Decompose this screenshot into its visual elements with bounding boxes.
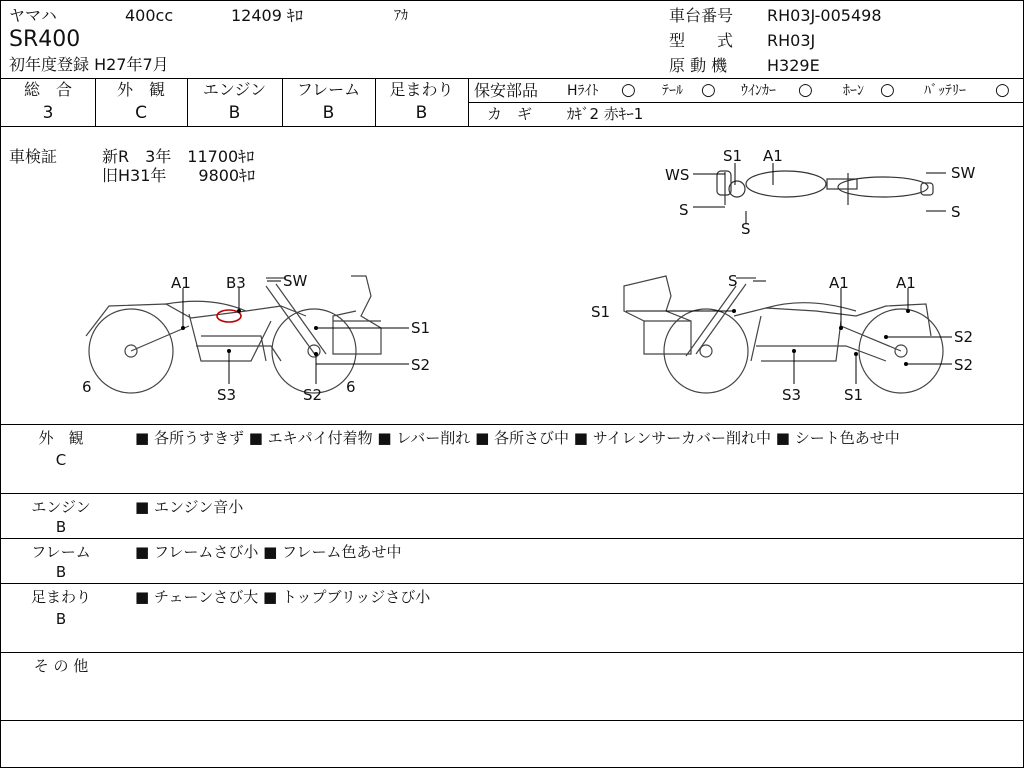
divider	[1, 493, 1023, 494]
divider	[468, 78, 469, 126]
safety-headlight: Hﾗｲﾄ	[567, 83, 599, 99]
displacement: 400cc	[125, 6, 174, 25]
remark-label-other: そ の 他	[33, 657, 89, 675]
color: ｱｶ	[394, 8, 408, 24]
safety-winker: ｳｲﾝｶｰ	[741, 83, 776, 99]
label-s: S	[728, 272, 738, 290]
engine-grade: B	[228, 103, 241, 123]
exterior-label: 外 観	[116, 80, 165, 99]
safety-horn: ﾎｰﾝ	[843, 83, 864, 99]
divider	[1, 583, 1023, 584]
remark-label-exterior: 外 観	[38, 429, 84, 447]
divider	[1, 126, 1023, 127]
remark-label-suspension: 足まわり	[30, 588, 91, 606]
remark-text-suspension: ■ チェーンさび大 ■ トップブリッジさび小	[135, 588, 431, 606]
inspection-new: 新R 3年 11700ｷﾛ	[102, 147, 255, 166]
label-s2: S2	[954, 356, 974, 374]
label-s2: S2	[411, 356, 431, 374]
remark-grade-exterior: C	[55, 451, 67, 469]
key-value: ｶｷﾞ2 赤ｷｰ1	[567, 105, 644, 123]
maker: ヤマハ	[9, 6, 57, 25]
frame-grade: B	[322, 103, 335, 123]
frame-no: RH03J-005498	[767, 6, 882, 25]
overall-label: 総 合	[23, 80, 72, 99]
label-s2: S2	[954, 328, 974, 346]
suspension-grade-label: 足まわり	[389, 80, 454, 99]
engine-model: H329E	[767, 56, 820, 75]
remark-label-engine: エンジン	[31, 498, 91, 516]
motorcycle-left-side-diagram	[71, 266, 451, 411]
headlight-ok-mark: ○	[621, 80, 636, 100]
label-ws: WS	[665, 166, 690, 184]
remark-label-frame: フレーム	[31, 543, 91, 561]
label-sw: SW	[283, 272, 308, 290]
label-a1: A1	[896, 274, 916, 292]
key-label: カ ギ	[487, 105, 533, 123]
tail-ok-mark: ○	[701, 80, 716, 100]
label-a1: A1	[171, 274, 191, 292]
frame-grade-label: フレーム	[296, 80, 361, 99]
winker-ok-mark: ○	[798, 80, 813, 100]
remark-grade-frame: B	[55, 563, 67, 581]
label-s1: S1	[723, 147, 743, 165]
divider	[1, 720, 1023, 721]
label-a1: A1	[829, 274, 849, 292]
suspension-grade: B	[415, 103, 428, 123]
remark-text-frame: ■ フレームさび小 ■ フレーム色あせ中	[135, 543, 402, 561]
label-s: S	[679, 201, 689, 219]
engine-label: 原 動 機	[669, 56, 728, 75]
remark-text-exterior: ■ 各所うすきず ■ エキパイ付着物 ■ レバー削れ ■ 各所さび中 ■ サイレンサーカバー削れ中 ■ シート色あせ中	[135, 429, 900, 447]
motorcycle-top-view-diagram	[651, 141, 991, 241]
mileage: 12409 ｷﾛ	[231, 6, 303, 25]
label-s: S	[951, 203, 961, 221]
remark-text-engine: ■ エンジン音小	[135, 498, 244, 516]
label-s1: S1	[591, 303, 611, 321]
inspection-old: 旧H31年 9800ｷﾛ	[102, 166, 256, 185]
safety-battery: ﾊﾞｯﾃﾘｰ	[924, 83, 966, 99]
model-name: SR400	[9, 27, 81, 52]
label-s: S	[741, 220, 751, 238]
inspection-label: 車検証	[9, 147, 58, 166]
first-registration: 初年度登録 H27年7月	[9, 55, 169, 74]
overall-grade: 3	[42, 103, 54, 123]
remark-grade-engine: B	[55, 518, 67, 536]
label-s1: S1	[411, 319, 431, 337]
label-b3: B3	[226, 274, 246, 292]
safety-tail: ﾃｰﾙ	[662, 83, 683, 99]
label-s1: S1	[844, 386, 864, 404]
divider	[1, 424, 1023, 425]
divider	[1, 538, 1023, 539]
divider	[1, 78, 1023, 79]
motorcycle-right-side-diagram	[586, 266, 986, 411]
frame-no-label: 車台番号	[669, 6, 734, 25]
exterior-grade: C	[135, 103, 147, 123]
label-6: 6	[82, 378, 92, 396]
safety-label: 保安部品	[474, 81, 539, 100]
remark-grade-suspension: B	[55, 610, 67, 628]
label-s3: S3	[217, 386, 237, 404]
label-sw: SW	[951, 164, 976, 182]
horn-ok-mark: ○	[880, 80, 895, 100]
label-s2: S2	[303, 386, 323, 404]
divider	[1, 652, 1023, 653]
engine-grade-label: エンジン	[202, 80, 267, 99]
label-6: 6	[346, 378, 356, 396]
battery-ok-mark: ○	[995, 80, 1010, 100]
label-a1: A1	[763, 147, 783, 165]
label-s3: S3	[782, 386, 802, 404]
type-label: 型 式	[669, 31, 734, 50]
divider	[468, 102, 1023, 103]
type-value: RH03J	[767, 31, 816, 50]
